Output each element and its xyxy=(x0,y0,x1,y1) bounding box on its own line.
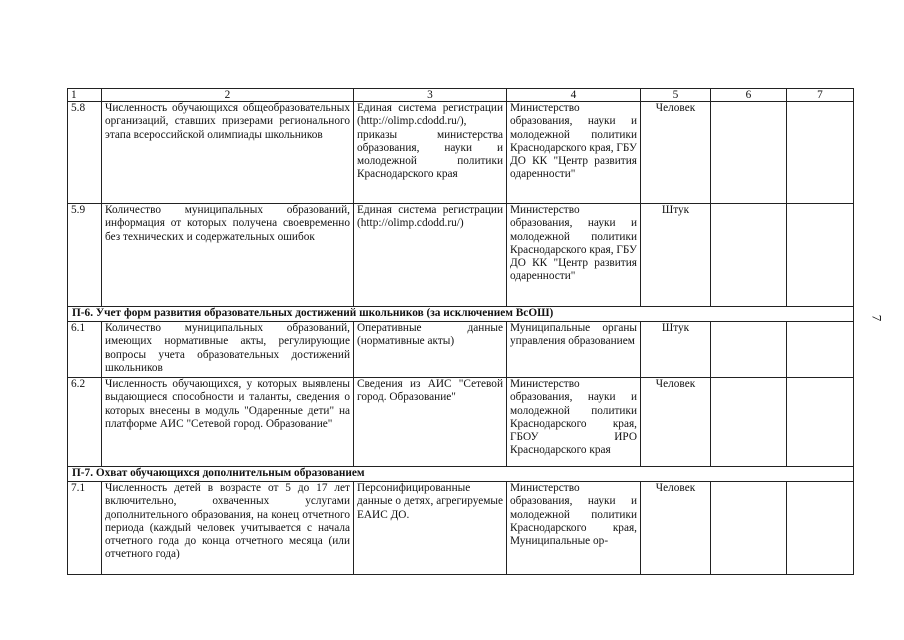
table-row xyxy=(68,378,854,467)
empty-cell xyxy=(787,482,854,575)
empty-cell xyxy=(787,102,854,204)
empty-cell xyxy=(711,204,787,307)
column-number: 3 xyxy=(354,89,507,102)
empty-cell xyxy=(711,322,787,378)
data-source: Сведения из АИС "Сетевой город. Образование" xyxy=(354,378,507,467)
indicator-name: Количество муниципальных образований, имеющих нормативные акты, регулирующие вопросы учета образовательных достижений школьников xyxy=(102,322,354,378)
indicator-name: Количество муниципальных образований, информация от которых получена своевременно без технических и содержательных ошибок xyxy=(102,204,354,307)
empty-cell xyxy=(787,322,854,378)
row-number: 7.1 xyxy=(68,482,102,575)
indicator-name: Численность обучающихся, у которых выявлены выдающиеся способности и таланты, сведения о которых внесены в модуль "Одаренные дети" на платформе АИС "Сетевой город. Образование" xyxy=(102,378,354,467)
column-number: 6 xyxy=(711,89,787,102)
section-title-p7: П-7. Охват обучающихся дополнительным образованием xyxy=(68,467,854,482)
column-number: 5 xyxy=(641,89,711,102)
table-row xyxy=(68,102,854,204)
empty-cell xyxy=(711,482,787,575)
responsible-body: Министерство образования, науки и молодежной политики Краснодарского края, ГБОУ ИРО Краснодарского края xyxy=(507,378,641,467)
empty-cell xyxy=(711,378,787,467)
row-number: 6.2 xyxy=(68,378,102,467)
unit-of-measure: Человек xyxy=(641,378,711,467)
table-row xyxy=(68,322,854,378)
section-row xyxy=(68,307,854,322)
page-number: 7 xyxy=(869,314,885,322)
table-row xyxy=(68,204,854,307)
section-title-p6: П-6. Учет форм развития образовательных достижений школьников (за исключением ВсОШ) xyxy=(68,307,854,322)
data-source: Персонифицированные данные о детях, агрегируемые ЕАИС ДО. xyxy=(354,482,507,575)
column-number: 1 xyxy=(68,89,102,102)
indicator-name: Численность обучающихся общеобразовательных организаций, ставших призерами регионального этапа всероссийской олимпиады школьников xyxy=(102,102,354,204)
responsible-body: Министерство образования, науки и молодежной политики Краснодарского края, Муниципальные ор- xyxy=(507,482,641,575)
data-source: Единая система регистрации (http://olimp.cdodd.ru/) xyxy=(354,204,507,307)
unit-of-measure: Человек xyxy=(641,102,711,204)
data-source: Единая система регистрации (http://olimp.cdodd.ru/), приказы министерства образования, науки и молодежной политики Краснодарского края xyxy=(354,102,507,204)
column-number-row xyxy=(68,89,854,102)
data-source: Оперативные данные (нормативные акты) xyxy=(354,322,507,378)
unit-of-measure: Человек xyxy=(641,482,711,575)
column-number: 4 xyxy=(507,89,641,102)
row-number: 5.9 xyxy=(68,204,102,307)
indicator-name: Численность детей в возрасте от 5 до 17 лет включительно, охваченных услугами дополнительного образования, на конец отчетного периода (каждый человек учитывается с начала отчетного года до конца отчетного месяца (или отчетного года) xyxy=(102,482,354,575)
unit-of-measure: Штук xyxy=(641,204,711,307)
unit-of-measure: Штук xyxy=(641,322,711,378)
row-number: 6.1 xyxy=(68,322,102,378)
row-number: 5.8 xyxy=(68,102,102,204)
empty-cell xyxy=(711,102,787,204)
column-number: 7 xyxy=(787,89,854,102)
empty-cell xyxy=(787,204,854,307)
section-row xyxy=(68,467,854,482)
responsible-body: Министерство образования, науки и молодежной политики Краснодарского края, ГБУ ДО КК "Центр развития одаренности" xyxy=(507,102,641,204)
table-row xyxy=(68,482,854,575)
column-number: 2 xyxy=(102,89,354,102)
responsible-body: Муниципальные органы управления образованием xyxy=(507,322,641,378)
empty-cell xyxy=(787,378,854,467)
indicator-table xyxy=(67,88,854,575)
responsible-body: Министерство образования, науки и молодежной политики Краснодарского края, ГБУ ДО КК "Центр развития одаренности" xyxy=(507,204,641,307)
